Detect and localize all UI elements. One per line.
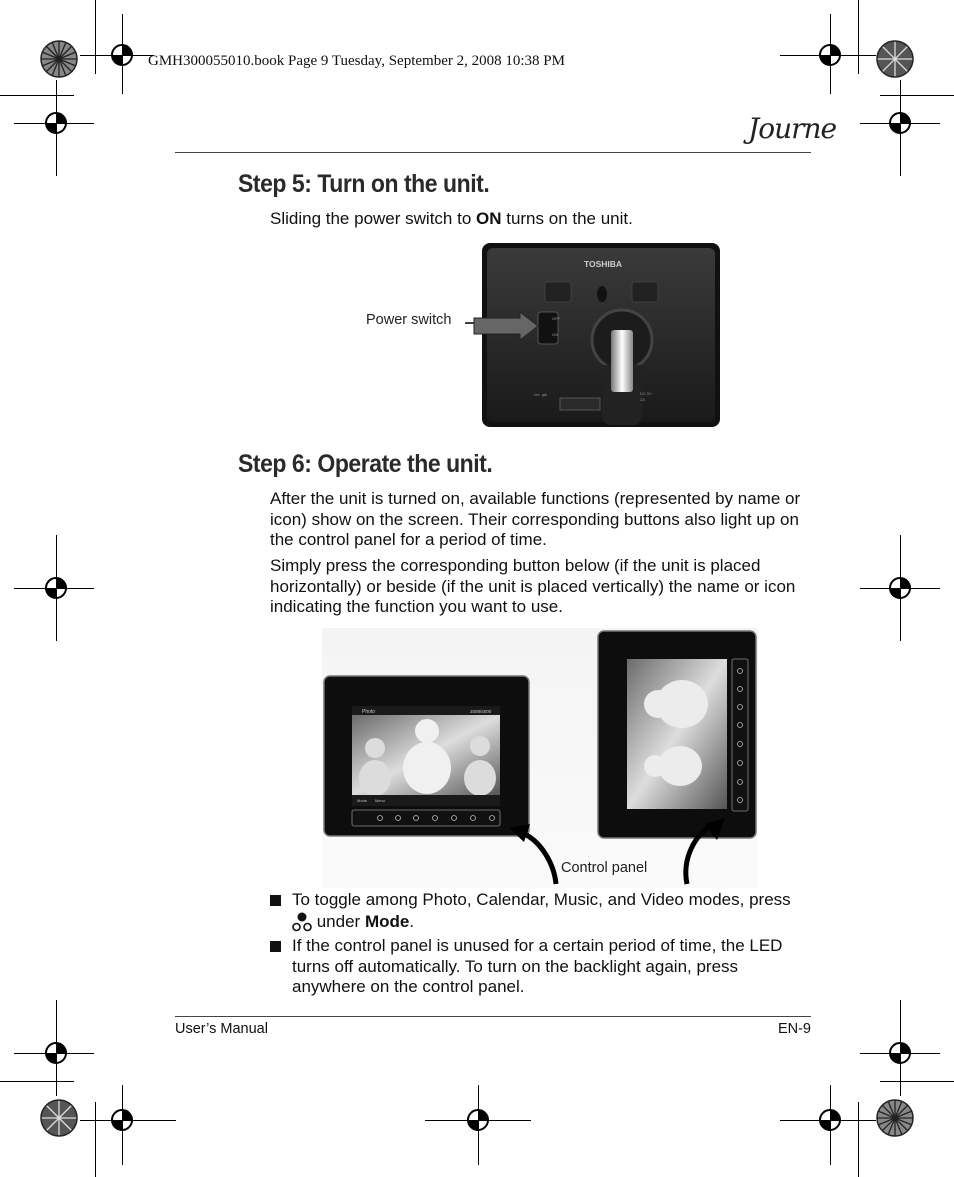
step5-text-bold: ON	[476, 209, 502, 228]
registration-target-icon	[815, 1105, 845, 1135]
screen-menu-menu: Menu	[375, 798, 386, 803]
registration-target-icon	[885, 108, 915, 138]
step6-paragraph-2: Simply press the corresponding button below (if the unit is placed horizontally) or beside (if the unit is placed vertically) the name or icon indicating the function you want to use.	[270, 556, 796, 616]
step6-paragraph-1: After the unit is turned on, available functions (represented by name or icon) show on the screen. Their corresponding buttons also light up on the control panel for a period of time.	[270, 489, 801, 549]
step5-text-after: turns on the unit.	[501, 209, 633, 228]
power-switch-label: Power switch	[366, 312, 452, 328]
bullet-1-bold: Mode	[364, 911, 410, 931]
registration-target-icon	[41, 108, 71, 138]
dc-label: DC 5V	[640, 391, 652, 396]
bullet-1-after: under	[312, 911, 365, 931]
starburst-mark-icon	[876, 1099, 914, 1137]
svg-text:⎓ ⇌: ⎓ ⇌	[534, 392, 548, 399]
step5-text	[270, 209, 633, 230]
switch-off-label: OFF	[552, 316, 560, 321]
registration-target-icon	[463, 1105, 493, 1135]
header-rule	[175, 152, 811, 153]
bullet-1-before: To toggle among Photo, Calendar, Music, and Video modes, press	[292, 890, 791, 909]
footer-rule	[175, 1016, 811, 1017]
bullet-item-led: If the control panel is unused for a certain period of time, the LED turns off automatically. To turn on the backlight again, press anywhere on the control panel.	[292, 936, 783, 996]
registration-target-icon	[41, 1038, 71, 1068]
registration-target-icon	[41, 573, 71, 603]
step6-heading: Step 6: Operate the unit.	[238, 450, 493, 478]
starburst-mark-icon	[40, 40, 78, 78]
bullet-1-end: .	[409, 911, 415, 931]
device-back-illustration	[460, 240, 722, 430]
footer-manual-title: User’s Manual	[175, 1021, 268, 1037]
mode-button-icon	[292, 911, 312, 933]
brand-logo: Journe	[748, 112, 837, 145]
registration-target-icon	[815, 40, 845, 70]
dc-label-2: 2A	[640, 397, 645, 402]
step5-heading: Step 5: Turn on the unit.	[238, 170, 490, 198]
starburst-mark-icon	[40, 1099, 78, 1137]
control-panel-label: Control panel	[561, 860, 648, 876]
screen-menu-mode: Mode	[357, 798, 368, 803]
screen-title: Photo	[362, 709, 376, 715]
registration-target-icon	[107, 40, 137, 70]
switch-on-label: ON	[552, 332, 558, 337]
step5-text-before: Sliding the power switch to	[270, 209, 476, 228]
print-slug: GMH300055010.book Page 9 Tuesday, September 2, 2008 10:38 PM	[148, 53, 565, 69]
bullet-square-icon	[270, 941, 281, 952]
bullet-square-icon	[270, 895, 281, 906]
registration-target-icon	[885, 573, 915, 603]
starburst-mark-icon	[876, 40, 914, 78]
device-brand: TOSHIBA	[583, 259, 623, 269]
registration-target-icon	[107, 1105, 137, 1135]
bullet-item-mode	[292, 890, 812, 933]
registration-target-icon	[885, 1038, 915, 1068]
control-panel-illustration	[322, 628, 758, 888]
footer-page-number: EN-9	[777, 1021, 811, 1037]
screen-counter: 2008/4000	[470, 709, 492, 714]
